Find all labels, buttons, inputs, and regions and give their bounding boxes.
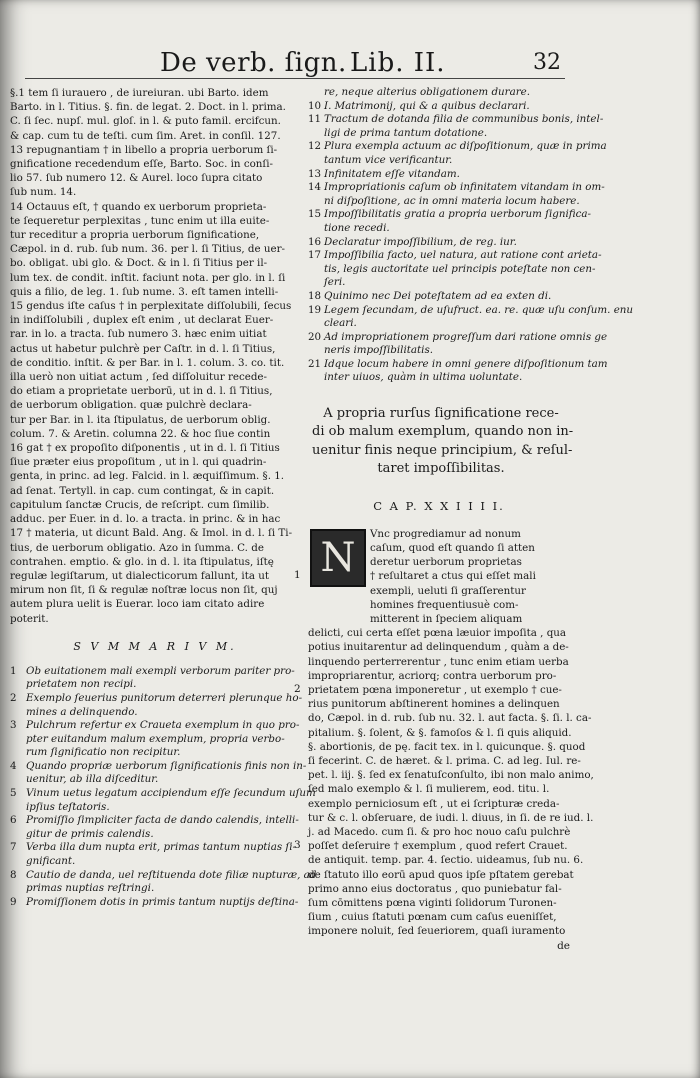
summary-item: [308, 290, 570, 304]
page-number: 32: [533, 50, 561, 75]
summary-item: [308, 194, 580, 209]
summary-item-text: Infinitatem eſſe vitandam.: [324, 167, 460, 180]
summary-item-number: 19: [308, 303, 322, 316]
summary-item-text: Idque locum habere in omni genere diſpoſitionum tam: [324, 357, 608, 370]
summary-item-text: Plura exempla actuum ac diſpoſitionum, quæ in prima: [324, 140, 607, 153]
summary-item-text: ipſius teſtatoris.: [26, 800, 110, 813]
body-line: imponere noluit, ſed ſeueriorem, quaſi iuramento: [308, 925, 566, 938]
summary-item: [10, 733, 300, 747]
body-line: ſium , cuius ſtatuti pœnam cum caſus eueniſſet,: [308, 911, 557, 924]
rubric-line: A propria rurſus ſignificatione rece-: [323, 406, 559, 422]
text-line: 14 Octauus eſt, † quando ex uerborum proprieta-: [10, 200, 267, 213]
summary-item: [10, 801, 300, 815]
text-line: illa uerò non uitiat actum , ſed diſſoluitur recede-: [10, 371, 268, 384]
summary-item-number: 4: [10, 759, 17, 772]
summary-item-text: ſeri.: [324, 276, 346, 289]
summary-item: [10, 882, 300, 896]
body-line: impropriarentur, acriorq; contra uerborum pro-: [308, 669, 557, 682]
body-line: caſum, quod eſt quando ſi atten: [370, 541, 535, 554]
body-line: † reſultaret a ctus qui eſſet mali: [370, 570, 536, 583]
summary-item-text: Impropriationis caſum ob infinitatem vitandam in om-: [324, 181, 605, 194]
summary-item-text: Verba illa dum nupta erit, primas tantum nuptias ſi-: [26, 841, 297, 854]
text-line: te ſequeretur perplexitas , tunc enim ut illa euite-: [10, 214, 270, 227]
summary-item-text: tantum vice verificantur.: [324, 153, 453, 166]
summary-item: [308, 330, 608, 345]
summary-item-text: Ad impropriationem progreſſum dari ratione omnis ge: [324, 330, 608, 343]
summary-item-number: 15: [308, 208, 322, 221]
right-column: [294, 86, 634, 953]
running-header: [160, 48, 580, 88]
text-line: tius, de uerborum obligatio. Azo in ſumma. C. de: [10, 541, 264, 554]
summary-item-number: 7: [10, 841, 17, 854]
summary-item-text: ni diſpoſitione, ac in omni materia locum habere.: [324, 194, 580, 207]
summary-item: [10, 719, 300, 733]
left-text-block: [10, 86, 300, 626]
summary-item: [308, 236, 570, 250]
chapter-rubric: [312, 405, 574, 479]
text-line: bo. obligat. ubi glo. & Doct. & in l. ſi Titius per il-: [10, 257, 268, 270]
summary-item: [308, 262, 596, 277]
body-line: pet. l. iij. §. ſed ex ſenatuſconſulto, ibi non malo animo,: [308, 769, 594, 782]
summary-item: [308, 168, 570, 182]
text-line: genta, in princ. ad leg. Falcid. in l. æquiſſimum. §. 1.: [10, 470, 285, 483]
summary-item-text: Tractum de dotanda filia de communibus bonis, intel-: [324, 113, 604, 126]
text-line: in indiſſolubili , duplex eſt enim , ut declarat Euer-: [10, 314, 274, 327]
summary-item-text: neris impoſſibilitatis.: [324, 344, 433, 357]
summary-item: [10, 787, 316, 801]
summary-item-text: ligi de prima tantum dotatione.: [324, 126, 488, 139]
text-line: actus ut habetur pulchrè per Caſtr. in d. l. ſi Titius,: [10, 342, 276, 355]
text-line: quis a filio, de leg. 1. ſub nume. 3. eſt tamen intelli-: [10, 285, 279, 298]
text-line: 16 gat † ex propoſito diſponentis , ut in d. l. ſi Titius: [10, 442, 280, 455]
rubric-line: uenitur finis neque principium, & reſul-: [312, 442, 573, 458]
text-line: tur receditur a propria uerborum ſignificatione,: [10, 229, 260, 242]
summary-item-text: Legem ſecundam, de uſufruct. ea. re. quæ uſu conſum. enu: [324, 303, 634, 316]
text-line: lum tex. de condit. inſtit. faciunt nota. per glo. in l. ſi: [10, 271, 286, 284]
summary-item-number: 3: [10, 719, 17, 732]
summary-item-number: 8: [10, 868, 17, 881]
summary-item: [10, 759, 307, 774]
text-line: & cap. cum tu de teſti. cum ſim. Aret. in conſil. 127.: [10, 129, 281, 142]
body-line: Vnc progrediamur ad nonum: [370, 527, 521, 540]
body-line: exempli, ueluti ſi graſſerentur: [370, 584, 526, 597]
text-line: do etiam a proprietate uerborū, ut in d. l. ſi Titius,: [10, 385, 273, 398]
body-line: de ſtatuto illo eorū apud quos ipſe pſtatem gerebat: [308, 868, 574, 881]
summary-item-text: Quando propriæ uerborum ſignificationis finis non in-: [26, 759, 307, 772]
summary-item-text: Declaratur impoſſibilium, de reg. iur.: [324, 235, 517, 248]
margin-number: 1: [294, 569, 301, 582]
text-line: 13 repugnantiam † in libello a propria uerborum ſi-: [10, 143, 278, 156]
text-line: regulæ legiſtarum, ut dialecticorum fallunt, ita ut: [10, 569, 270, 582]
summary-item-number: 13: [308, 167, 322, 180]
text-line: contrahen. emptio. & glo. in d. l. ita ſtipulatus, iſtę: [10, 555, 274, 568]
summary-item: [10, 691, 303, 706]
summary-item-number: 2: [10, 691, 17, 704]
summary-item: [308, 113, 604, 127]
text-line: ad ſenat. Tertyll. in cap. cum contingat, & in capit.: [10, 484, 275, 497]
summary-item: [10, 828, 300, 842]
summary-item-number: 1: [10, 664, 17, 677]
summary-item: [308, 303, 634, 318]
body-line: §. abortionis, de pę. facit tex. in l. quicunque. §. quod: [308, 740, 586, 753]
summary-item: [308, 127, 570, 141]
body-line: rius punitorum abſtinerent homines a delinquen: [308, 698, 560, 711]
header-rule: [25, 78, 565, 79]
summary-item-text: Promiſſio ſimpliciter facta de dando calendis, intelli-: [26, 814, 299, 827]
rubric-line: taret impoſſibilitas.: [377, 461, 505, 477]
summary-item-number: 14: [308, 181, 322, 194]
margin-number: 3: [294, 839, 301, 852]
summary-item: [308, 100, 570, 114]
summary-item-text: gnificant.: [26, 855, 76, 868]
body-line: de antiquit. temp. par. 4. ſectio. uideamus, ſub nu. 6.: [308, 854, 584, 867]
text-line: gnificatione recedendum eſſe, Barto. Soc. in conſi-: [10, 158, 274, 171]
summary-item: [10, 706, 300, 720]
summary-item-text: Quinimo nec Dei poteſtatem ad ea exten di.: [324, 289, 552, 302]
summary-item: [308, 249, 602, 263]
summary-item: [10, 678, 300, 692]
summary-item-number: 10: [308, 99, 322, 112]
text-line: poterit.: [10, 612, 49, 625]
summary-item-text: Pulchrum refertur ex Crauetа exemplum in quo pro-: [26, 719, 300, 732]
body-line: mitterent in ſpeciem aliquam: [370, 612, 523, 625]
chapter-body: [294, 527, 594, 939]
text-line: ſub num. 14.: [10, 186, 77, 199]
summary-item-text: uenitur, ab illa diſceditur.: [26, 773, 159, 786]
body-line: pitalium. §. ſolent, & §. famoſos & l. ſi quis aliquid.: [308, 726, 572, 739]
book-number: Lib. II.: [350, 48, 446, 78]
summary-item-text: Cautio de danda, uel reſtituenda dote filiæ nupturæ, ad: [26, 868, 317, 881]
text-line: tur per Bar. in l. ita ſtipulatus, de uerborum oblig.: [10, 413, 271, 426]
summary-item-text: Promiſſionem dotis in primis tantum nuptijs deſtina-: [26, 895, 299, 908]
text-line: de uerborum obligation. quæ pulchrè declara-: [10, 399, 252, 412]
body-line: potius inuitarentur ad delinquendum , quàm a de-: [308, 641, 569, 654]
summary-item-text: tione recedi.: [324, 221, 390, 234]
body-line: deretur uerborum proprietas: [370, 556, 522, 569]
text-line: rar. in lo. a tracta. ſub numero 3. hæc enim uitiat: [10, 328, 267, 341]
summary-item: [308, 317, 570, 331]
text-line: C. ſi ſec. nupſ. mul. gloſ. in l. & puto famil. ercifcun.: [10, 115, 281, 128]
body-line: ſed malo exemplo & l. ſi mulierem, eod. titu. l.: [308, 783, 550, 796]
text-line: 15 gendus iſte caſus † in perplexitate diſſolubili, ſecus: [10, 300, 292, 313]
summary-item-text: Ob euitationem mali exempli verborum pariter pro-: [26, 664, 295, 677]
text-line: colum. 7. & Aretin. columna 22. & hoc ſiue contin: [10, 427, 271, 440]
summary-item: [308, 86, 570, 100]
text-line: Barto. in l. Titius. §. fin. de legat. 2. Doct. in l. prima.: [10, 101, 286, 114]
body-line: ſi fecerint. C. de hæret. & l. prima. C. ad leg. Iul. re-: [308, 754, 581, 767]
summary-item-text: pter euitandum malum exemplum, propria verbo-: [26, 732, 285, 745]
summary-item-text: inter uiuos, quàm in ultima uoluntate.: [324, 371, 523, 384]
summary-item-text: I. Matrimonij, qui & a quibus declarari.: [324, 99, 530, 112]
summary-item: [308, 222, 570, 236]
summary-item-number: 18: [308, 289, 322, 302]
summary-item: [10, 814, 300, 828]
summary-item-text: Vinum uetus legatum accipiendum eſſe ſecundum uſum: [26, 787, 316, 800]
summary-item-text: mines a delinquendo.: [26, 705, 138, 718]
summary-item: [10, 665, 300, 679]
summary-item: [10, 746, 300, 760]
summary-item-text: Impoſſibilia facto, uel natura, aut ratione cont arieta-: [324, 249, 602, 262]
summary-item: [10, 896, 300, 910]
summary-item: [10, 841, 300, 855]
summary-item-number: 9: [10, 895, 17, 908]
body-line: linquendo perterrerentur , tunc enim etiam uerba: [308, 655, 569, 668]
text-line: 17 † materia, ut dicunt Bald. Ang. & Imol. in d. l. ſi Ti-: [10, 527, 293, 540]
summary-item-number: 12: [308, 140, 322, 153]
summary-item-text: primas nuptias reſtringi.: [26, 882, 155, 895]
summary-item: [308, 140, 607, 154]
summary-item-text: prietatem non recipi.: [26, 678, 137, 691]
text-line: lio 57. ſub numero 12. & Aurel. loco ſupra citato: [10, 172, 263, 185]
text-line: §.1 tem ſi iurauero , de iureiuran. ubi Barto. idem: [10, 87, 269, 99]
margin-number: 2: [294, 682, 301, 695]
summary-list-continued: [308, 86, 634, 385]
body-line: tur & c. l. obſeruare, de iudi. l. diuus, in ſi. de re iud. l.: [308, 811, 594, 824]
chapter-heading: C A P. X X I I I I.: [373, 498, 505, 513]
text-line: de conditio. inſtit. & per Bar. in l. 1. colum. 3. co. tit.: [10, 356, 285, 369]
summary-item-number: 5: [10, 787, 17, 800]
summary-item-number: 16: [308, 235, 322, 248]
rubric-line: di ob malum exemplum, quando non in-: [312, 424, 574, 440]
decorated-initial: N: [310, 529, 366, 587]
summary-item: [308, 208, 592, 222]
text-line: mirum non ſit, ſi & regulæ noſtræ locus non ſit, quj: [10, 584, 278, 597]
summary-item-text: Impoſſibilitatis gratia a propria uerborum ſignifica-: [324, 208, 592, 221]
summary-item-number: 17: [308, 249, 322, 262]
summary-item: [308, 276, 570, 290]
summary-item-number: 11: [308, 113, 322, 126]
body-line: primo anno eius doctoratus , quo puniebatur fal-: [308, 882, 562, 895]
summary-heading: S V M M A R I V M.: [73, 639, 237, 653]
body-line: prietatem pœna imponeretur , ut exemplo † cue-: [308, 683, 562, 696]
summary-item: [308, 154, 570, 168]
summary-item-text: Exemplo ſeuerius punitorum deterreri plerunque ho-: [26, 691, 303, 704]
summary-item-number: 20: [308, 330, 322, 343]
summary-item-text: re, neque alterius obligationem durare.: [324, 86, 531, 98]
summary-item: [308, 371, 570, 385]
summary-item: [308, 344, 570, 358]
summary-item-number: 21: [308, 357, 322, 370]
text-line: autem plura uelit is Euerar. loco iam citato adire: [10, 598, 265, 611]
text-line: capitulum ſanctæ Crucis, de reſcript. cum ſimilib.: [10, 498, 270, 511]
summary-item-text: rum ſignificatio non recipitur.: [26, 746, 181, 759]
body-line: delicti, cui certa eſſet pœna læuior impoſita , qua: [308, 627, 567, 640]
body-line: homines frequentiusuè com-: [370, 598, 519, 611]
summary-item-text: gitur de primis calendis.: [26, 827, 154, 840]
summary-item: [308, 181, 605, 195]
text-line: adduc. per Euer. in d. lo. a tracta. in princ. & in hac: [10, 513, 281, 526]
running-title: De verb. ſign.: [160, 48, 347, 78]
body-line: j. ad Macedo. cum ſi. & pro hoc nouo caſu pulchrè: [308, 825, 571, 838]
summary-item-number: 6: [10, 814, 17, 827]
chapter-text: [308, 527, 594, 939]
body-line: do, Cæpol. in d. rub. ſub nu. 32. l. aut facta. §. ſi. l. ca-: [308, 712, 592, 725]
body-line: poſſet deſeruire † exemplum , quod refert Crauet.: [308, 840, 568, 853]
summary-item: [10, 773, 300, 787]
summary-list: [10, 664, 317, 910]
catchword: de: [557, 939, 570, 952]
summary-item: [10, 855, 300, 869]
summary-item: [10, 868, 317, 883]
summary-item: [308, 357, 608, 372]
summary-item-text: cleari.: [324, 317, 357, 330]
body-line: ſum cōmittens pœna viginti ſolidorum Turonen-: [308, 896, 557, 909]
summary-item-text: tis, legis auctoritate uel principis poteſtate non cen-: [324, 262, 596, 275]
text-line: Cæpol. in d. rub. ſub num. 36. per l. ſi Titius, de uer-: [10, 243, 285, 256]
body-line: exemplo perniciosum eſt , ut ei ſcripturæ creda-: [308, 797, 560, 810]
text-line: ſiue præter eius propoſitum , ut in l. qui quadrin-: [10, 456, 267, 469]
